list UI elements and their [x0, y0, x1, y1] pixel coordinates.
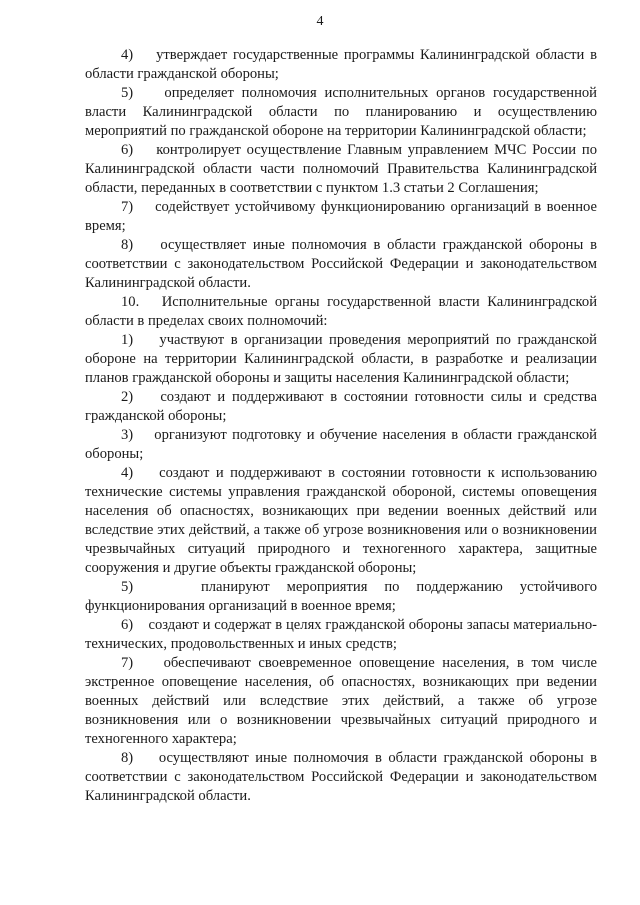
- paragraph-item-4: 4) утверждает государственные программы Калининградской области в области гражданской обороны;: [85, 47, 597, 82]
- paragraph-subitem-7: 7) обеспечивают своевременное оповещение населения, в том числе экстренное оповещение населения, об опасностях, возникающих при ведении военных действий или вследствие этих действий, а также об угрозе возникновения или о возникновении чрезвычайных ситуаций природного и техногенного характера;: [85, 655, 597, 747]
- paragraph-subitem-5: 5) планируют мероприятия по поддержанию устойчивого функционирования организаций в военное время;: [85, 579, 597, 614]
- paragraph-item-5: 5) определяет полномочия исполнительных органов государственной власти Калининградской области по планированию и осуществлению мероприятий по гражданской обороне на территории Калининградской области;: [85, 85, 597, 139]
- page-number: 4: [316, 14, 324, 29]
- paragraph-item-7: 7) содействует устойчивому функционированию организаций в военное время;: [85, 199, 597, 234]
- paragraph-item-6: 6) контролирует осуществление Главным управлением МЧС России по Калининградской области части полномочий Правительства Калининградской области, переданных в соответствии с пунктом 1.3 статьи 2 Соглашения;: [85, 142, 597, 196]
- paragraph-subitem-8: 8) осуществляют иные полномочия в области гражданской обороны в соответствии с законодательством Российской Федерации и законодательством Калининградской области.: [85, 750, 597, 804]
- paragraph-section-10: 10. Исполнительные органы государственной власти Калининградской области в пределах своих полномочий:: [85, 294, 597, 329]
- document-body: [85, 46, 597, 806]
- paragraph-subitem-4: 4) создают и поддерживают в состоянии готовности к использованию технические системы управления гражданской обороной, системы оповещения населения об опасностях, возникающих при ведении военных действий или вследствие этих действий, а также об угрозе возникновения или о возникновении чрезвычайных ситуаций природного и техногенного характера, защитные сооружения и другие объекты гражданской обороны;: [85, 465, 597, 576]
- paragraph-item-8: 8) осуществляет иные полномочия в области гражданской обороны в соответствии с законодательством Российской Федерации и законодательством Калининградской области.: [85, 237, 597, 291]
- paragraph-subitem-3: 3) организуют подготовку и обучение населения в области гражданской обороны;: [85, 427, 597, 462]
- paragraph-subitem-1: 1) участвуют в организации проведения мероприятий по гражданской обороне на территории Калининградской области, в разработке и реализации планов гражданской обороны и защиты населения Калининградской области;: [85, 332, 597, 386]
- paragraph-subitem-2: 2) создают и поддерживают в состоянии готовности силы и средства гражданской обороны;: [85, 389, 597, 424]
- paragraph-subitem-6: 6) создают и содержат в целях гражданской обороны запасы материально-технических, продовольственных и иных средств;: [85, 617, 597, 652]
